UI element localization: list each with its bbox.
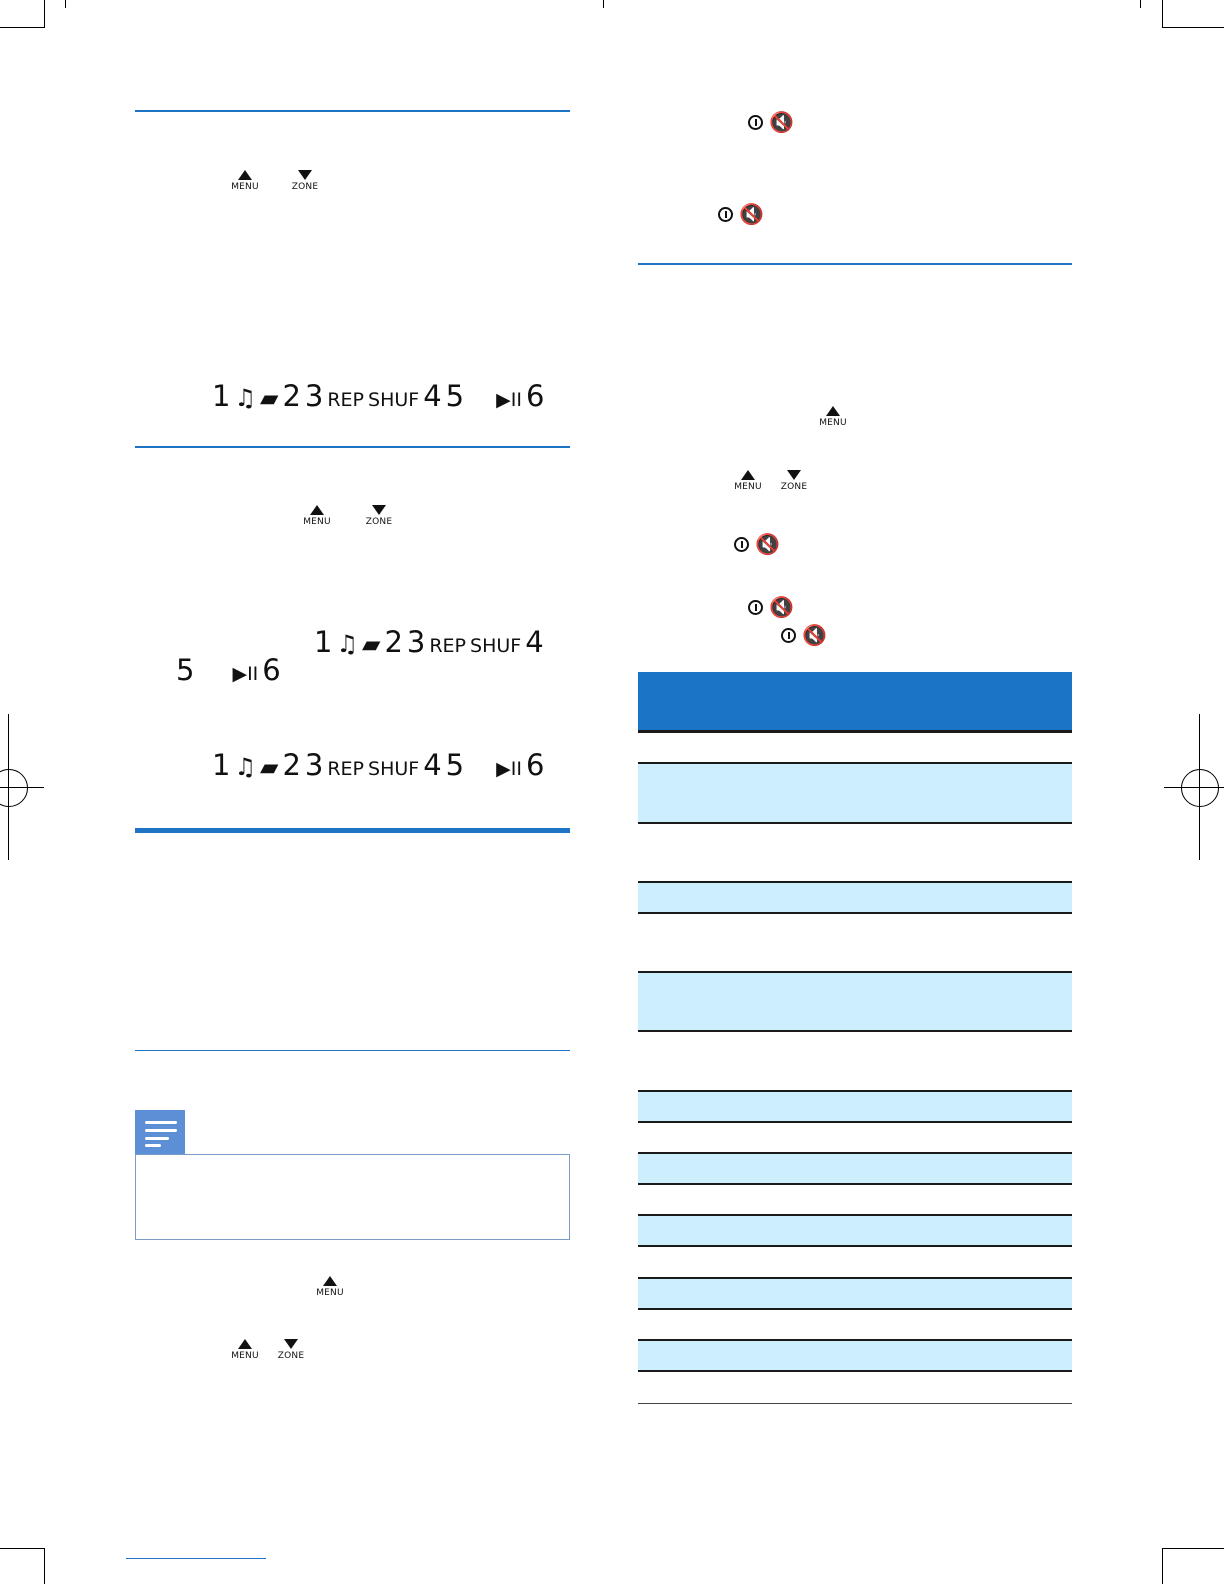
folder-icon: ▰ xyxy=(259,753,279,781)
display-2: 2 xyxy=(282,748,301,782)
display-2: 2 xyxy=(282,379,301,413)
arrow-up-icon xyxy=(826,406,840,416)
menu-label: MENU xyxy=(316,1288,344,1298)
mute-icon: 🔇 xyxy=(769,595,794,619)
table-row xyxy=(638,1032,1072,1092)
menu-label: MENU xyxy=(734,482,762,492)
table-row xyxy=(638,764,1072,824)
crop-mark xyxy=(44,1548,45,1584)
menu-button xyxy=(313,1276,347,1298)
table-row xyxy=(638,1279,1072,1310)
crop-mark xyxy=(603,0,604,8)
crop-mark xyxy=(1140,0,1141,8)
table-header xyxy=(638,672,1072,730)
menu-zone-buttons xyxy=(731,470,811,492)
display-4: 4 xyxy=(423,748,442,782)
section-rule xyxy=(638,263,1072,265)
zone-label: ZONE xyxy=(780,482,808,492)
display-3: 3 xyxy=(304,379,324,413)
arrow-down-icon xyxy=(284,1339,298,1349)
crop-mark xyxy=(1162,1548,1224,1549)
arrow-down-icon xyxy=(787,470,801,480)
folder-icon: ▰ xyxy=(361,630,381,658)
section-rule xyxy=(135,446,570,448)
menu-button xyxy=(731,470,765,492)
table-row xyxy=(638,824,1072,883)
play-pause-icon: ▶II xyxy=(496,389,522,411)
display-6: 6 xyxy=(262,653,281,687)
arrow-down-icon xyxy=(372,505,386,515)
display-3: 3 xyxy=(304,748,324,782)
zone-label: ZONE xyxy=(277,1351,305,1361)
music-note-icon: ♫ xyxy=(234,753,256,781)
menu-button xyxy=(300,505,334,527)
menu-label: MENU xyxy=(231,182,259,192)
arrow-up-icon xyxy=(741,470,755,480)
registration-circle xyxy=(0,769,28,807)
display-4: 4 xyxy=(525,625,544,659)
menu-button xyxy=(228,170,262,192)
display-row xyxy=(314,625,544,659)
display-4: 4 xyxy=(423,379,442,413)
arrow-up-icon xyxy=(310,505,324,515)
music-note-icon: ♫ xyxy=(234,384,256,412)
menu-zone-buttons xyxy=(300,505,396,527)
arrow-up-icon xyxy=(323,1276,337,1286)
display-shuf: SHUF xyxy=(368,389,420,411)
power-mute-icons xyxy=(748,112,794,132)
display-5: 5 xyxy=(445,748,465,782)
table-row xyxy=(638,1247,1072,1279)
table-row xyxy=(638,1341,1072,1372)
power-icon xyxy=(781,628,796,643)
mute-icon: 🔇 xyxy=(739,202,764,226)
display-1: 1 xyxy=(212,748,231,782)
display-row xyxy=(212,748,545,782)
menu-button-single xyxy=(313,1276,347,1298)
crop-mark xyxy=(44,0,45,27)
zone-button xyxy=(274,1339,308,1361)
menu-label: MENU xyxy=(819,418,847,428)
table-row xyxy=(638,730,1072,764)
menu-button xyxy=(228,1339,262,1361)
table-row xyxy=(638,1154,1072,1185)
table-row xyxy=(638,1216,1072,1247)
mute-icon: 🔇 xyxy=(769,110,794,134)
zone-button xyxy=(288,170,322,192)
table-row xyxy=(638,883,1072,914)
power-mute-icons xyxy=(781,625,827,645)
section-rule xyxy=(135,1050,570,1051)
mute-icon: 🔇 xyxy=(755,532,780,556)
menu-zone-buttons xyxy=(228,1339,308,1361)
arrow-down-icon xyxy=(298,170,312,180)
display-row xyxy=(212,379,545,413)
table-row xyxy=(638,914,1072,973)
display-1: 1 xyxy=(314,625,333,659)
menu-label: MENU xyxy=(231,1351,259,1361)
display-rep: REP xyxy=(327,389,365,411)
display-shuf: SHUF xyxy=(368,758,420,780)
arrow-up-icon xyxy=(238,170,252,180)
crop-mark xyxy=(0,27,45,28)
table-row xyxy=(638,1185,1072,1216)
display-shuf: SHUF xyxy=(470,635,522,657)
mute-icon: 🔇 xyxy=(802,623,827,647)
power-icon xyxy=(734,537,749,552)
display-3: 3 xyxy=(406,625,426,659)
table-row xyxy=(638,1310,1072,1341)
table-row xyxy=(638,1123,1072,1154)
power-icon xyxy=(748,600,763,615)
zone-label: ZONE xyxy=(291,182,319,192)
registration-circle xyxy=(1181,769,1219,807)
folder-icon: ▰ xyxy=(259,384,279,412)
note-box xyxy=(135,1154,570,1240)
power-mute-icons xyxy=(718,204,764,224)
display-rep: REP xyxy=(327,758,365,780)
zone-label: ZONE xyxy=(365,517,393,527)
crop-mark xyxy=(1162,27,1224,28)
display-5: 5 xyxy=(176,653,195,687)
table-row xyxy=(638,1372,1072,1404)
display-row-continued xyxy=(176,653,281,687)
power-icon xyxy=(718,207,733,222)
menu-button-single xyxy=(816,406,850,428)
display-1: 1 xyxy=(212,379,231,413)
display-5: 5 xyxy=(445,379,465,413)
crop-mark xyxy=(65,0,66,8)
crop-mark xyxy=(1162,1548,1163,1584)
display-6: 6 xyxy=(525,379,545,413)
menu-label: MENU xyxy=(303,517,331,527)
play-pause-icon: ▶II xyxy=(496,758,522,780)
zone-button xyxy=(362,505,396,527)
table-row xyxy=(638,973,1072,1032)
menu-button xyxy=(816,406,850,428)
table-row xyxy=(638,1092,1072,1123)
music-note-icon: ♫ xyxy=(336,630,358,658)
crop-mark xyxy=(1162,0,1163,27)
chapter-rule xyxy=(135,828,570,833)
section-rule xyxy=(135,110,570,112)
display-6: 6 xyxy=(525,748,545,782)
play-pause-icon: ▶II xyxy=(232,663,259,685)
display-rep: REP xyxy=(429,635,467,657)
crop-mark xyxy=(0,1548,45,1549)
zone-button xyxy=(777,470,811,492)
power-mute-icons xyxy=(748,597,794,617)
display-2: 2 xyxy=(384,625,403,659)
footer-rule xyxy=(126,1558,266,1559)
power-icon xyxy=(748,115,763,130)
arrow-up-icon xyxy=(238,1339,252,1349)
note-icon xyxy=(135,1110,185,1154)
power-mute-icons xyxy=(734,534,780,554)
menu-zone-buttons xyxy=(228,170,322,192)
